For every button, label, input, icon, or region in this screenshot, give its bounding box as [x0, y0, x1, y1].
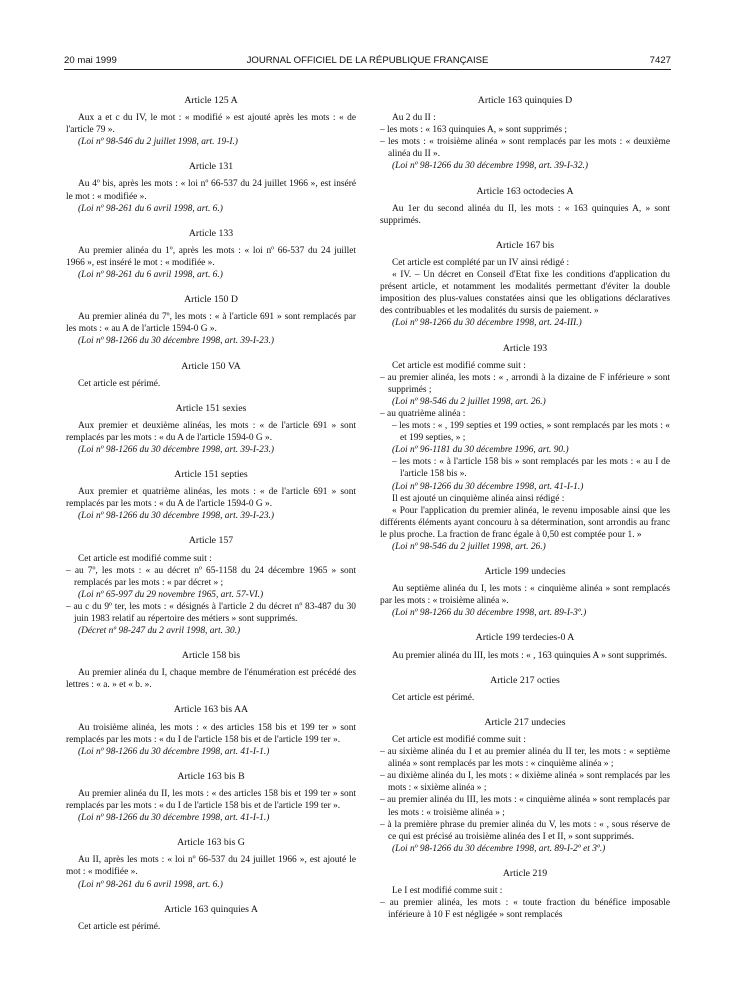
paragraph: Au troisième alinéa, les mots : « des articles 158 bis et 199 ter » sont remplacés par les mots : « du I de l'article 158 bis et de l'article 199 ter ».	[66, 722, 356, 745]
legal-reference: (Loi nº 98-546 du 2 juillet 1998, art. 26.)	[392, 396, 546, 407]
legal-reference: (Loi nº 98-546 du 2 juillet 1998, art. 19-I.)	[78, 137, 238, 148]
list-item: – à la première phrase du premier alinéa du V, les mots : « , sous réserve de ce qui est précisé au troisième alinéa des I et II, » sont supprimés.	[380, 819, 670, 842]
list-item: – au quatrième alinéa :	[380, 408, 466, 419]
right-column	[380, 95, 670, 934]
header-rule	[64, 69, 671, 70]
article-block	[380, 868, 670, 921]
article-block	[66, 904, 356, 933]
paragraph: Au 1er du second alinéa du II, les mots : « 163 quinquies A, » sont supprimés.	[380, 203, 670, 226]
legal-reference: (Loi nº 98-1266 du 30 décembre 1998, art. 41-I-1.)	[78, 813, 270, 824]
paragraph: Au 2 du II :	[392, 113, 436, 124]
paragraph: Au septième alinéa du I, les mots : « cinquième alinéa » sont remplacés par les mots : « troisième alinéa ».	[380, 584, 670, 607]
legal-reference: (Loi nº 98-261 du 6 avril 1998, art. 6.)	[78, 203, 223, 214]
article-title: Article 217 octies	[490, 674, 560, 686]
paragraph: Au premier alinéa du II, les mots : « des articles 158 bis et 199 ter » sont remplacés par les mots : « du I de l'article 158 bis et de l'article 199 ter ».	[66, 788, 356, 812]
legal-reference: (Loi nº 98-261 du 6 avril 1998, art. 6.)	[78, 879, 223, 890]
article-block	[66, 361, 356, 390]
article-block	[66, 704, 356, 757]
list-item: – les mots : « 163 quinquies A, » sont supprimés ;	[380, 125, 567, 136]
legal-reference: (Loi nº 96-1181 du 30 décembre 1996, art. 90.)	[392, 445, 569, 456]
legal-reference: (Loi nº 98-1266 du 30 décembre 1998, art. 39-I-23.)	[78, 511, 275, 522]
legal-reference: (Loi nº 98-1266 du 30 décembre 1998, art. 41-I-1.)	[392, 481, 584, 492]
paragraph: Aux a et c du IV, le mot : « modifié » est ajouté après les mots : « de l'article 79 ».	[66, 113, 356, 136]
legal-reference: (Loi nº 98-1266 du 30 décembre 1998, art. 39-I-23.)	[78, 336, 275, 347]
article-block	[380, 186, 670, 227]
article-title: Article 167 bis	[495, 239, 555, 251]
article-title: Article 157	[188, 535, 234, 547]
article-block	[66, 294, 356, 347]
paragraph: Aux premier et deuxième alinéas, les mots : « de l'article 691 » sont remplacés par les mots : « du A de l'article 1594-0 G ».	[66, 420, 356, 443]
article-title: Article 217 undecies	[484, 716, 566, 728]
article-block	[380, 95, 670, 173]
legal-reference: (Loi nº 98-1266 du 30 décembre 1998, art. 41-I-1.)	[78, 746, 270, 757]
paragraph: Cet article est modifié comme suit :	[392, 360, 526, 371]
legal-reference: (Loi nº 98-1266 du 30 décembre 1998, art. 89-I-3º.)	[392, 608, 587, 619]
article-block	[380, 717, 670, 855]
list-item: – les mots : « à l'article 158 bis » sont remplacés par les mots : « au I de l'article 158 bis ».	[392, 457, 670, 480]
article-block	[66, 228, 356, 281]
list-item: – au premier alinéa, les mots : « , arrondi à la dizaine de F inférieure » sont supprimés ;	[380, 372, 670, 395]
article-title: Article 150 VA	[181, 360, 241, 372]
list-item: – les mots : « troisième alinéa » sont remplacés par les mots : « deuxième alinéa du II ».	[380, 137, 670, 160]
article-title: Article 133	[188, 227, 234, 239]
article-title: Article 193	[502, 342, 548, 354]
article-block	[66, 837, 356, 890]
article-title: Article 158 bis	[181, 650, 241, 662]
paragraph: Cet article est modifié comme suit :	[392, 734, 526, 745]
paragraph: Il est ajouté un cinquième alinéa ainsi rédigé :	[392, 493, 565, 504]
list-item: – les mots : « , 199 septies et 199 octies, » sont remplacés par les mots : « et 199 septies, » ;	[392, 421, 670, 444]
article-block	[66, 650, 356, 691]
article-block	[380, 632, 670, 661]
paragraph: Aux premier et quatrième alinéas, les mots : « de l'article 691 » sont remplacés par les mots : « du A de l'article 1594-0 G ».	[66, 487, 356, 510]
paragraph: Cet article est périmé.	[78, 921, 161, 932]
header-date: 20 mai 1999	[64, 55, 117, 66]
paragraph: Cet article est complété par un IV ainsi rédigé :	[392, 257, 570, 268]
header-page-number: 7427	[649, 55, 671, 66]
legal-reference: (Loi nº 98-1266 du 30 décembre 1998, art. 39-I-23.)	[78, 444, 275, 455]
article-block	[66, 469, 356, 522]
paragraph: Cet article est périmé.	[392, 692, 475, 703]
article-block	[66, 161, 356, 214]
article-title: Article 163 bis AA	[173, 704, 249, 716]
article-title: Article 150 D	[184, 294, 238, 306]
article-title: Article 151 sexies	[175, 402, 247, 414]
paragraph: Au premier alinéa du I, chaque membre de l'énumération est précédé des lettres : « a. » et « b. ».	[66, 668, 356, 691]
article-title: Article 163 quinquies A	[164, 903, 258, 915]
article-title: Article 151 septies	[174, 469, 248, 481]
paragraph: « IV. – Un décret en Conseil d'Etat fixe les conditions d'application du présent article, et notamment les modalités permettant d'éviter la double imposition des plus-values constatées ainsi que les obligations déclaratives des contribuables et les modalités du sursis de paiement. »	[380, 270, 670, 317]
legal-reference: (Loi nº 65-997 du 29 novembre 1965, art. 57-VI.)	[78, 589, 264, 600]
list-item: – au premier alinéa, les mots : « toute fraction du bénéfice imposable inférieure à 10 F est négligée » sont remplacés	[380, 898, 670, 921]
legal-reference: (Loi nº 98-1266 du 30 décembre 1998, art. 89-I-2º et 3º.)	[392, 843, 606, 854]
header-journal-title: JOURNAL OFFICIEL DE LA RÉPUBLIQUE FRANÇAISE	[246, 55, 489, 66]
legal-reference: (Décret nº 98-247 du 2 avril 1998, art. 30.)	[78, 626, 241, 637]
article-title: Article 125 A	[184, 95, 238, 106]
article-title: Article 219	[502, 867, 548, 879]
paragraph: Cet article est modifié comme suit :	[78, 553, 212, 564]
paragraph: Au premier alinéa du III, les mots : « , 163 quinquies A » sont supprimés.	[392, 650, 667, 661]
paragraph: « Pour l'application du premier alinéa, le revenu imposable ainsi que les différents éléments ayant concouru à sa détermination, sont arrondis au franc le plus proche. La fraction de franc égale à 0,50 est comptée pour 1. »	[380, 505, 670, 540]
article-block	[66, 95, 356, 148]
article-title: Article 163 octodecies A	[476, 185, 574, 197]
article-title: Article 163 bis B	[177, 770, 245, 782]
article-block	[66, 771, 356, 824]
article-block	[380, 566, 670, 619]
list-item: – au 7º, les mots : « au décret nº 65-1158 du 24 décembre 1965 » sont remplacés par les mots : « par décret » ;	[66, 565, 356, 588]
article-block	[380, 343, 670, 554]
legal-reference: (Loi nº 98-546 du 2 juillet 1998, art. 26.)	[392, 542, 546, 552]
article-block	[66, 403, 356, 456]
paragraph: Le I est modifié comme suit :	[392, 885, 503, 896]
article-block	[380, 240, 670, 330]
paragraph: Au II, après les mots : « loi nº 66-537 du 24 juillet 1966 », est ajouté le mot : « modifiée ».	[66, 855, 356, 878]
left-column	[66, 95, 356, 946]
legal-reference: (Loi nº 98-1266 du 30 décembre 1998, art. 39-I-32.)	[392, 161, 589, 172]
legal-reference: (Loi nº 98-1266 du 30 décembre 1998, art. 24-III.)	[392, 318, 582, 329]
paragraph: Au 4º bis, après les mots : « loi nº 66-537 du 24 juillet 1966 », est inséré le mot : « modifiée ».	[66, 179, 356, 202]
article-block	[380, 675, 670, 704]
list-item: – au c du 9º ter, les mots : « désignés à l'article 2 du décret nº 83-487 du 30 juin 1983 relatif au répertoire des métiers » sont supprimés.	[66, 601, 356, 624]
list-item: – au dixième alinéa du I, les mots : « dixième alinéa » sont remplacés par les mots : « sixième alinéa » ;	[380, 771, 670, 794]
list-item: – au sixième alinéa du I et au premier alinéa du II ter, les mots : « septième alinéa » sont remplacés par les mots : « cinquième alinéa » ;	[380, 747, 670, 770]
list-item: – au premier alinéa du III, les mots : « cinquième alinéa » sont remplacés par les mots : « troisième alinéa » ;	[380, 795, 670, 818]
article-title: Article 199 undecies	[484, 566, 566, 578]
legal-reference: (Loi nº 98-261 du 6 avril 1998, art. 6.)	[78, 270, 223, 281]
article-title: Article 163 quinquies D	[477, 95, 573, 106]
article-title: Article 131	[188, 161, 234, 173]
paragraph: Au premier alinéa du 1º, après les mots : « loi nº 66-537 du 24 juillet 1966 », est inséré le mot : « modifiée ».	[66, 245, 356, 268]
paragraph: Cet article est périmé.	[78, 378, 161, 389]
paragraph: Au premier alinéa du 7º, les mots : « à l'article 691 » sont remplacés par les mots : « au A de l'article 1594-0 G ».	[66, 312, 356, 335]
article-title: Article 163 bis G	[177, 837, 245, 849]
article-title: Article 199 terdecies-0 A	[475, 632, 575, 644]
article-block	[66, 535, 356, 637]
